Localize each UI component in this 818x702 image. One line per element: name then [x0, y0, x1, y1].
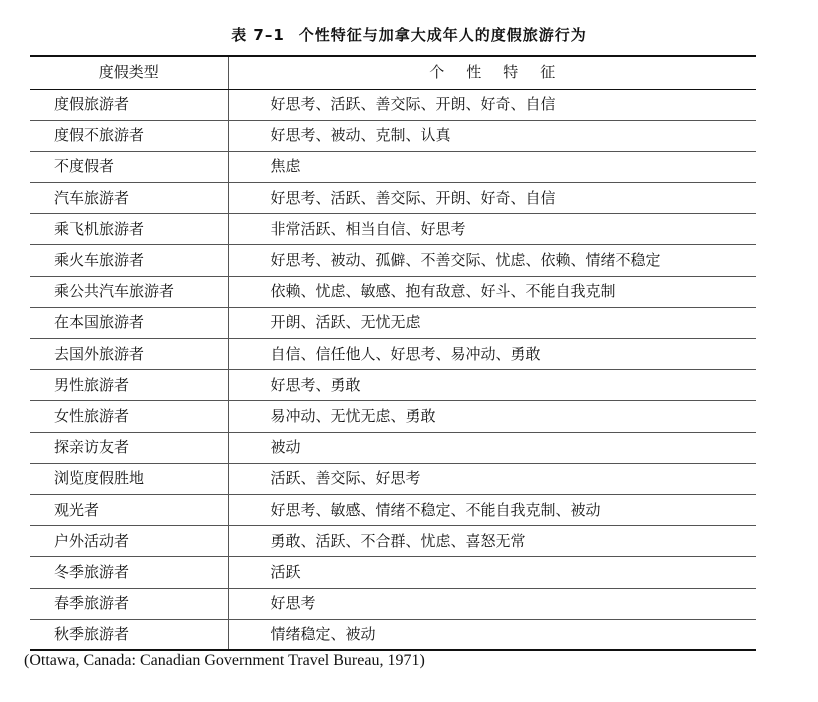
vacation-type-cell: 度假旅游者: [30, 89, 228, 120]
table-header-row: [30, 56, 756, 89]
vacation-type-cell: 秋季旅游者: [30, 619, 228, 650]
vacation-type-cell: 冬季旅游者: [30, 557, 228, 588]
traits-cell: 活跃: [228, 557, 756, 588]
header-personality-traits: 个性特征: [228, 56, 756, 89]
vacation-type-cell: 度假不旅游者: [30, 120, 228, 151]
traits-cell: 好思考、被动、孤僻、不善交际、忧虑、依赖、情绪不稳定: [228, 245, 756, 276]
table-row: [30, 588, 756, 619]
vacation-type-cell: 观光者: [30, 494, 228, 525]
table-row: [30, 370, 756, 401]
table-number: 表 7–1: [231, 26, 285, 44]
traits-cell: 好思考、被动、克制、认真: [228, 120, 756, 151]
traits-cell: 好思考、活跃、善交际、开朗、好奇、自信: [228, 183, 756, 214]
table-row: [30, 401, 756, 432]
table-row: [30, 557, 756, 588]
traits-cell: 被动: [228, 432, 756, 463]
table-row: [30, 214, 756, 245]
traits-cell: 好思考、活跃、善交际、开朗、好奇、自信: [228, 89, 756, 120]
table-row: [30, 89, 756, 120]
traits-cell: 焦虑: [228, 151, 756, 182]
traits-cell: 开朗、活跃、无忧无虑: [228, 307, 756, 338]
traits-cell: 好思考、勇敢: [228, 370, 756, 401]
table-row: [30, 526, 756, 557]
vacation-type-cell: 乘火车旅游者: [30, 245, 228, 276]
vacation-type-cell: 女性旅游者: [30, 401, 228, 432]
vacation-type-cell: 去国外旅游者: [30, 339, 228, 370]
vacation-type-cell: 探亲访友者: [30, 432, 228, 463]
traits-cell: 勇敢、活跃、不合群、忧虑、喜怒无常: [228, 526, 756, 557]
table-row: [30, 463, 756, 494]
table-row: [30, 619, 756, 650]
traits-cell: 自信、信任他人、好思考、易冲动、勇敢: [228, 339, 756, 370]
traits-cell: 依赖、忧虑、敏感、抱有敌意、好斗、不能自我克制: [228, 276, 756, 307]
vacation-type-cell: 乘公共汽车旅游者: [30, 276, 228, 307]
vacation-type-cell: 汽车旅游者: [30, 183, 228, 214]
personality-table: [30, 55, 756, 651]
table-row: [30, 151, 756, 182]
table-row: [30, 432, 756, 463]
vacation-type-cell: 在本国旅游者: [30, 307, 228, 338]
vacation-type-cell: 户外活动者: [30, 526, 228, 557]
source-note: (Ottawa, Canada: Canadian Government Travel Bureau, 1971): [24, 652, 425, 669]
traits-cell: 好思考、敏感、情绪不稳定、不能自我克制、被动: [228, 494, 756, 525]
table-row: [30, 276, 756, 307]
vacation-type-cell: 春季旅游者: [30, 588, 228, 619]
header-vacation-type: 度假类型: [30, 56, 228, 89]
traits-cell: 情绪稳定、被动: [228, 619, 756, 650]
table-row: [30, 120, 756, 151]
vacation-type-cell: 男性旅游者: [30, 370, 228, 401]
traits-cell: 易冲动、无忧无虑、勇敢: [228, 401, 756, 432]
table-title-text: 个性特征与加拿大成年人的度假旅游行为: [298, 26, 587, 44]
traits-cell: 非常活跃、相当自信、好思考: [228, 214, 756, 245]
table-row: [30, 183, 756, 214]
vacation-type-cell: 乘飞机旅游者: [30, 214, 228, 245]
table-row: [30, 307, 756, 338]
table-row: [30, 339, 756, 370]
traits-cell: 好思考: [228, 588, 756, 619]
table-row: [30, 245, 756, 276]
vacation-type-cell: 不度假者: [30, 151, 228, 182]
traits-cell: 活跃、善交际、好思考: [228, 463, 756, 494]
vacation-type-cell: 浏览度假胜地: [30, 463, 228, 494]
table-row: [30, 494, 756, 525]
page-title: [0, 24, 818, 45]
